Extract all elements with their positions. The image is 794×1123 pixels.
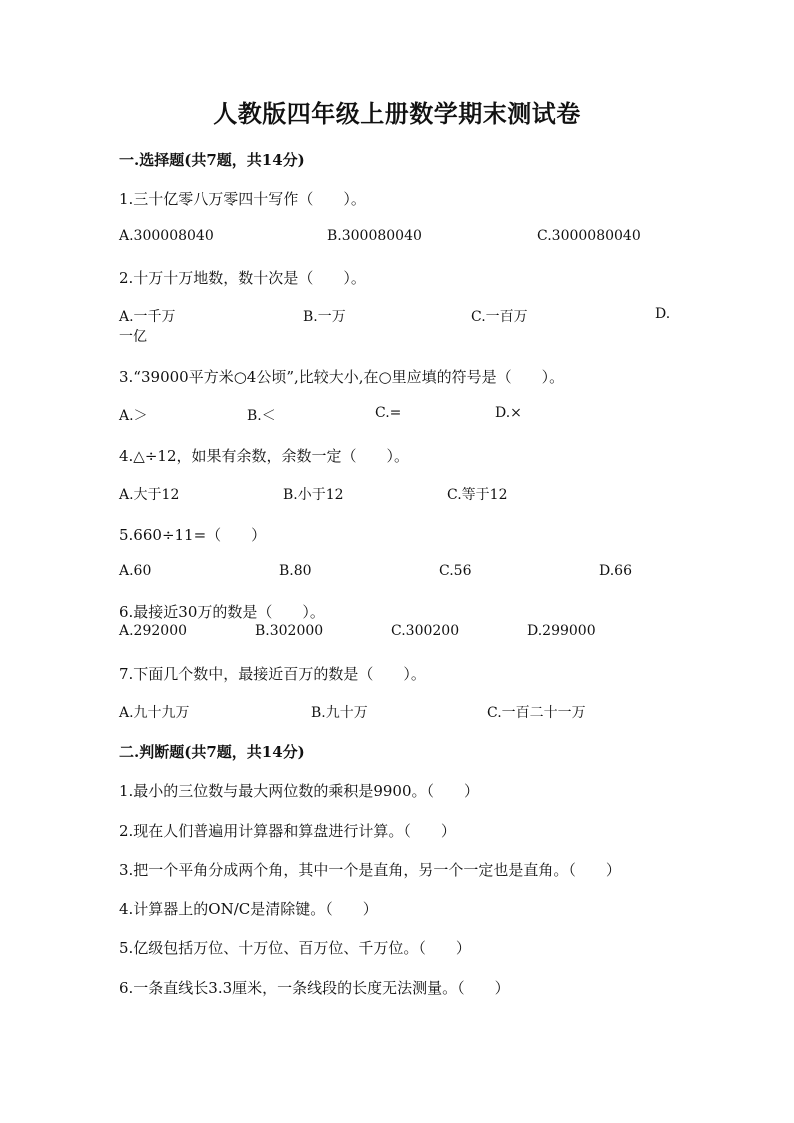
option-7a: A.九十九万 <box>119 705 190 721</box>
question-2: 2.十万十万地数，数十次是（ ）。 <box>119 269 366 287</box>
option-5b: B.80 <box>279 563 312 579</box>
option-7b: B.九十万 <box>311 705 368 721</box>
option-5d: D.66 <box>599 563 632 579</box>
judgement-4: 4.计算器上的ON/C是清除键。（ ） <box>119 900 378 918</box>
page-title: 人教版四年级上册数学期末测试卷 <box>213 99 581 128</box>
option-6b: B.302000 <box>255 623 324 639</box>
option-1a: A.300008040 <box>119 228 214 244</box>
section-heading-choice: 一.选择题(共7题，共14分) <box>119 151 305 169</box>
option-5a: A.60 <box>119 563 152 579</box>
question-6: 6.最接近30万的数是（ ）。 <box>119 603 325 621</box>
option-4c: C.等于12 <box>447 487 508 503</box>
judgement-1: 1.最小的三位数与最大两位数的乘积是9900。（ ） <box>119 782 479 800</box>
option-5c: C.56 <box>439 563 472 579</box>
option-2d-text: 一亿 <box>119 329 147 345</box>
judgement-2: 2.现在人们普遍用计算器和算盘进行计算。（ ） <box>119 822 456 840</box>
option-3a: A.＞ <box>119 408 148 424</box>
option-4a: A.大于12 <box>119 487 180 503</box>
question-4: 4.△÷12，如果有余数，余数一定（ ）。 <box>119 447 410 465</box>
option-3c: C.= <box>375 405 402 421</box>
option-2c: C.一百万 <box>471 309 528 325</box>
option-3b: B.＜ <box>247 408 276 424</box>
question-3: 3.“39000平方米○4公顷”,比较大小,在○里应填的符号是（ ）。 <box>119 368 565 386</box>
question-7: 7.下面几个数中，最接近百万的数是（ ）。 <box>119 665 426 683</box>
option-2b: B.一万 <box>303 309 346 325</box>
option-3d: D.× <box>495 405 522 421</box>
judgement-3: 3.把一个平角分成两个角，其中一个是直角，另一个一定也是直角。（ ） <box>119 861 621 879</box>
judgement-6: 6.一条直线长3.3厘米，一条线段的长度无法测量。（ ） <box>119 979 510 997</box>
section-heading-judgement: 二.判断题(共7题，共14分) <box>119 743 305 761</box>
option-6c: C.300200 <box>391 623 460 639</box>
question-1: 1.三十亿零八万零四十写作（ ）。 <box>119 190 366 208</box>
option-4b: B.小于12 <box>283 487 344 503</box>
option-6d: D.299000 <box>527 623 596 639</box>
option-2a: A.一千万 <box>119 309 176 325</box>
option-7c: C.一百二十一万 <box>487 705 586 721</box>
question-5: 5.660÷11=（ ） <box>119 526 267 544</box>
option-2d: D. <box>655 306 671 322</box>
option-1c: C.3000080040 <box>537 228 641 244</box>
option-6a: A.292000 <box>119 623 188 639</box>
option-1b: B.300080040 <box>327 228 422 244</box>
judgement-5: 5.亿级包括万位、十万位、百万位、千万位。（ ） <box>119 939 471 957</box>
